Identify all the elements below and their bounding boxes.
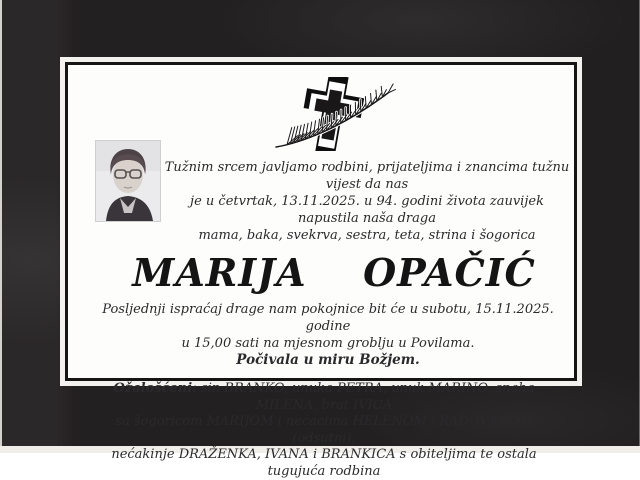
intro-line: je u četvrtak, 13.11.2025. u 94. godini života zauvijek napustila naša draga: [160, 193, 574, 227]
obituary-card-inner: [68, 77, 574, 390]
funeral-line: Posljednji ispraćaj drage nam pokojnice bit će u subotu, 15.11.2025. godine: [82, 301, 574, 335]
intro-line: Tužnim srcem javljamo rodbini, prijateljima i znancima tužnu vijest da nas: [160, 159, 574, 193]
deceased-name: MARIJA OPAČIĆ: [68, 250, 574, 296]
portrait-photo-svg: [96, 141, 160, 221]
cross-and-palm: [270, 77, 402, 151]
mourners-line-text: sin BRANKO, unuka PETRA, unuk MARINO, snaha MILENA, brat IVICA: [201, 381, 534, 413]
mourners-label: Ožalošćeni:: [114, 381, 197, 396]
mourners-paragraph: [68, 381, 574, 480]
rest-in-peace-line: Počivala u miru Božjem.: [82, 352, 574, 369]
funeral-details: [68, 301, 574, 369]
mourners-line: [86, 381, 562, 414]
scan-edge-left: [0, 0, 2, 446]
obituary-card: [65, 62, 577, 381]
portrait-photo: [96, 141, 160, 221]
intro-line: mama, baka, svekrva, sestra, teta, strina i šogorica: [160, 227, 574, 244]
mourners-line: nećakinje DRAŽENKA, IVANA i BRANKICA s obiteljima te ostala tugujuća rodbina: [86, 447, 562, 480]
funeral-line: u 15,00 sati na mjesnom groblju u Povilama.: [82, 335, 574, 352]
mourners-line: sa šogoricom MARIJOM i nećacima HELENOM i RADOVANOM (odsutni),: [86, 414, 562, 447]
cross-palm-svg: [270, 77, 402, 151]
